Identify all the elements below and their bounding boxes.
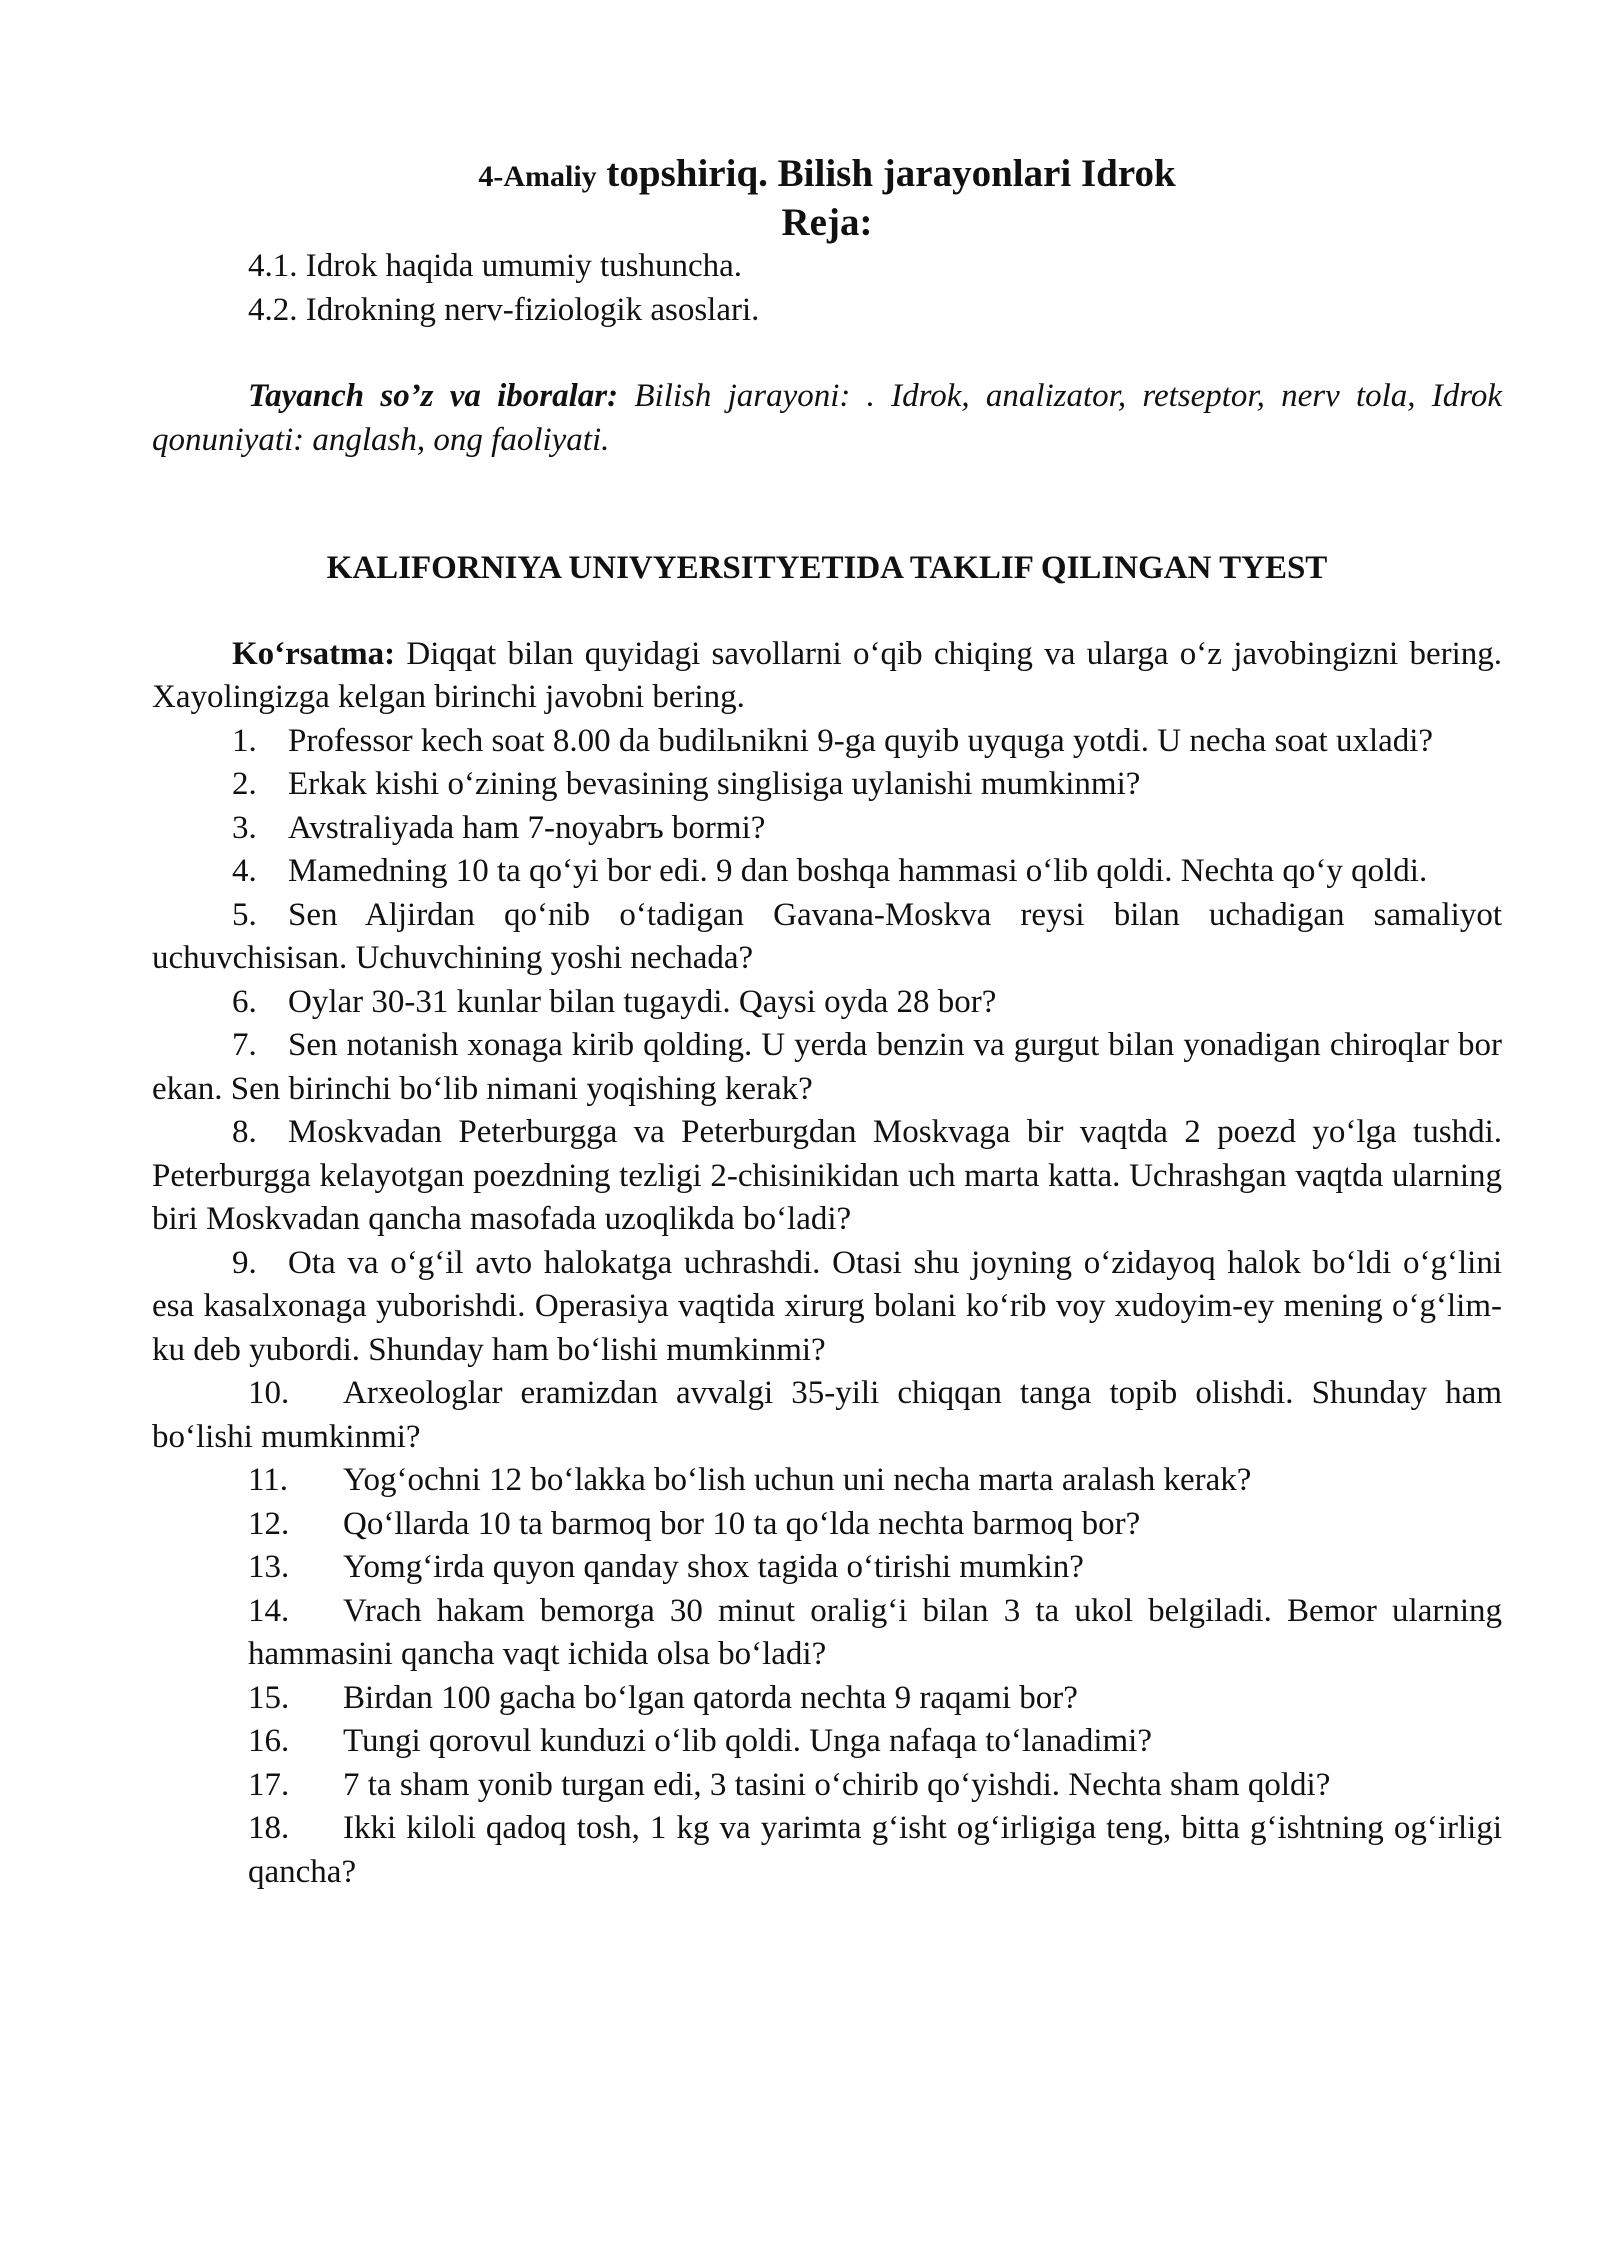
question-item: [152, 720, 1502, 764]
question-text: Qo‘llarda 10 ta barmoq bor 10 ta qo‘lda nechta barmoq bor?: [343, 1505, 1141, 1542]
plan-item: 4.1. Idrok haqida umumiy tushuncha.: [248, 248, 743, 284]
instruction-text: Diqqat bilan quyidagi savollarni o‘qib chiqing va ularga o‘z javobingizni bering. Xayolingizga kelgan birinchi javobni bering.: [152, 635, 1502, 715]
question-text: Mamedning 10 ta qo‘yi bor edi. 9 dan boshqa hammasi o‘lib qoldi. Nechta qo‘y qoldi.: [288, 853, 1428, 889]
question-item: [152, 1242, 1502, 1373]
question-number: 7.: [232, 1027, 257, 1063]
question-item: [152, 850, 1502, 894]
keywords-text: Bilish jarayoni: . Idrok, analizator, retseptor, nerv tola, Idrok qonuniyati: anglash, ong faoliyati.: [152, 378, 1503, 458]
test-title: KALIFORNIYA UNIVYERSITYETIDA TAKLIF QILINGAN TYEST: [326, 550, 1328, 586]
question-item: [152, 1459, 1502, 1503]
plan-item: 4.2. Idrokning nerv-fiziologik asoslari.: [248, 291, 760, 328]
question-number: 13.: [248, 1549, 290, 1585]
question-number: 16.: [248, 1723, 290, 1759]
question-text: Avstraliyada ham 7-noyabrъ bormi?: [288, 809, 766, 846]
question-item: [152, 1720, 1502, 1764]
question-text: Ikki kiloli qadoq tosh, 1 kg va yarimta g‘isht og‘irligiga teng, bitta g‘ishtning og‘irligi qancha?: [248, 1810, 1502, 1890]
question-text: Ota va o‘g‘il avto halokatga uchrashdi. Otasi shu joyning o‘zidayoq halok bo‘ldi o‘g‘lini esa kasalxonaga yuborishdi. Operasiya vaqtida xirurg bolani ko‘rib voy xudoyim-ey mening o‘g‘lim-ku deb yubordi. Shunday ham bo‘lishi mumkinmi?: [152, 1244, 1502, 1368]
question-number: 1.: [232, 722, 257, 759]
question-number: 5.: [232, 896, 257, 933]
instruction-paragraph: [152, 633, 1502, 720]
question-item: [152, 807, 1502, 851]
question-number: 11.: [248, 1462, 289, 1498]
question-text: Oylar 30-31 kunlar bilan tugaydi. Qaysi oyda 28 bor?: [288, 983, 997, 1020]
plan-heading: Reja:: [781, 201, 873, 244]
question-number: 17.: [248, 1766, 290, 1803]
question-item: [152, 1807, 1502, 1894]
question-number: 10.: [248, 1375, 290, 1411]
question-number: 9.: [232, 1244, 257, 1281]
question-text: Tungi qorovul kunduzi o‘lib qoldi. Unga nafaqa to‘lanadimi?: [343, 1723, 1152, 1759]
question-item: [152, 1503, 1502, 1547]
document-page: [152, 150, 1502, 1894]
question-text: Arxeologlar eramizdan avvalgi 35-yili chiqqan tanga topib olishdi. Shunday ham bo‘lishi mumkinmi?: [152, 1375, 1502, 1455]
question-item: [152, 894, 1502, 981]
question-number: 3.: [232, 809, 257, 846]
question-text: Sen notanish xonaga kirib qolding. U yerda benzin va gurgut bilan yonadigan chiroqlar bor ekan. Sen birinchi bo‘lib nimani yoqishing kerak?: [152, 1027, 1502, 1107]
question-item: [152, 1546, 1502, 1590]
question-text: 7 ta sham yonib turgan edi, 3 tasini o‘chirib qo‘yishdi. Nechta sham qoldi?: [343, 1766, 1331, 1803]
question-number: 6.: [232, 983, 257, 1020]
question-number: 15.: [248, 1679, 290, 1716]
question-text: Vrach hakam bemorga 30 minut oralig‘i bilan 3 ta ukol belgiladi. Bemor ularning hammasini qancha vaqt ichida olsa bo‘ladi?: [248, 1592, 1502, 1672]
keywords-paragraph: [152, 375, 1502, 462]
page-title: [152, 150, 1502, 201]
title-main: topshiriq. Bilish jarayonlari Idrok: [606, 152, 1176, 195]
plan-list: [152, 245, 1502, 332]
question-text: Professor kech soat 8.00 da budilьnikni 9-ga quyib uyquga yotdi. U necha soat uxladi?: [288, 722, 1434, 759]
question-item: [152, 1024, 1502, 1111]
question-text: Birdan 100 gacha bo‘lgan qatorda nechta 9 raqami bor?: [343, 1679, 1078, 1716]
question-number: 4.: [232, 853, 257, 889]
question-number: 18.: [248, 1810, 290, 1846]
question-text: Erkak kishi o‘zining bevasining singlisiga uylanishi mumkinmi?: [288, 766, 1141, 802]
question-number: 14.: [248, 1592, 290, 1629]
question-item: [152, 1590, 1502, 1677]
question-item: [152, 1677, 1502, 1721]
instruction-label: Ko‘rsatma:: [232, 635, 396, 672]
question-text: Yog‘ochni 12 bo‘lakka bo‘lish uchun uni necha marta aralash kerak?: [343, 1462, 1252, 1498]
question-item: [152, 1372, 1502, 1459]
question-text: Moskvadan Peterburgga va Peterburgdan Moskvaga bir vaqtda 2 poezd yo‘lga tushdi. Peterburgga kelayotgan poezdning tezligi 2-chisinikidan uch marta katta. Uchrashgan vaqtda ularning biri Moskvadan qancha masofada uzoqlikda bo‘ladi?: [152, 1114, 1502, 1237]
question-number: 12.: [248, 1505, 290, 1542]
question-item: [152, 763, 1502, 807]
question-text: Yomg‘irda quyon qanday shox tagida o‘tirishi mumkin?: [343, 1549, 1084, 1585]
question-number: 8.: [232, 1114, 257, 1150]
question-text: Sen Aljirdan qo‘nib o‘tadigan Gavana-Moskva reysi bilan uchadigan samaliyot uchuvchisisan. Uchuvchining yoshi nechada?: [152, 896, 1502, 976]
question-item: [152, 1111, 1502, 1242]
title-prefix: 4-Amaliy: [478, 160, 597, 193]
keywords-label: Tayanch so’z va iboralar:: [248, 378, 619, 414]
question-number: 2.: [232, 766, 257, 802]
question-item: [152, 981, 1502, 1025]
question-item: [152, 1764, 1502, 1808]
